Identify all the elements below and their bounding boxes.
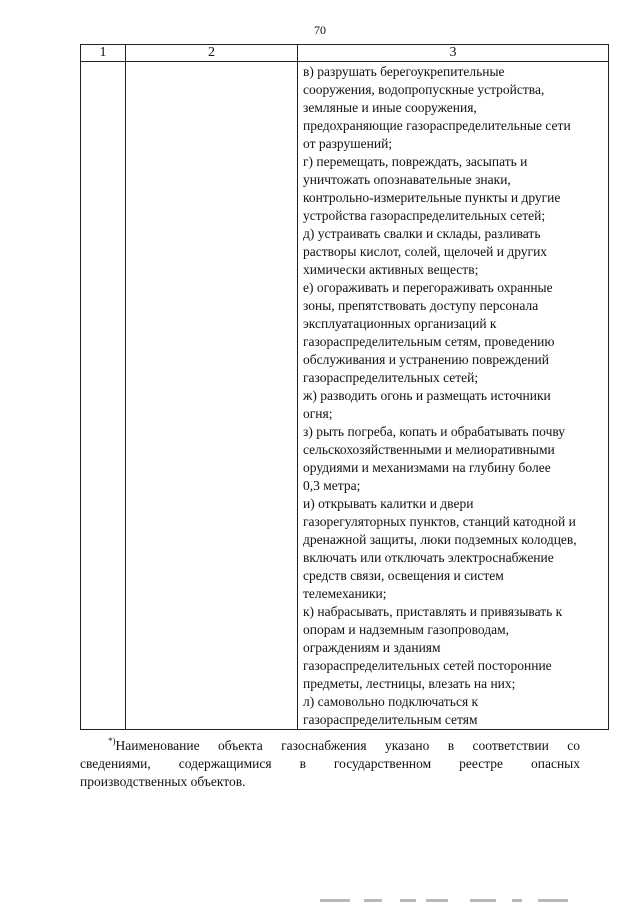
list-line: химически активных веществ;	[303, 262, 479, 277]
list-line: з) рыть погреба, копать и обрабатывать почву	[303, 424, 566, 439]
scan-edge-marks	[300, 899, 600, 903]
table-header-row	[81, 45, 609, 62]
footnote-line: производственных объектов.	[80, 774, 246, 789]
list-line: ограждениям и зданиям	[303, 640, 441, 655]
table-cell-col2	[126, 62, 298, 730]
footnote-text: Наименование объекта газоснабжения указано в соответствии со	[115, 738, 580, 753]
list-line: л) самовольно подключаться к	[303, 694, 479, 709]
footnote-line	[80, 737, 580, 755]
list-line: д) устраивать свалки и склады, разливать	[303, 226, 541, 241]
table-cell-col3	[298, 62, 609, 730]
list-line: и) открывать калитки и двери	[303, 496, 474, 511]
list-line: к) набрасывать, приставлять и привязывать к	[303, 604, 563, 619]
list-line: г) перемещать, повреждать, засыпать и	[303, 154, 528, 169]
column-header-3: 3	[298, 45, 609, 62]
list-line: газораспределительным сетям	[303, 712, 478, 727]
list-line: огня;	[303, 406, 333, 421]
list-line: газораспределительных сетей;	[303, 370, 479, 385]
footnote-marker: *)	[108, 736, 116, 746]
page-number: 70	[314, 23, 326, 37]
list-line: предохраняющие газораспределительные сети	[303, 118, 571, 133]
footnote-line: сведениями, содержащимися в государственном реестре опасных	[80, 756, 580, 771]
list-line: опорам и надземным газопроводам,	[303, 622, 509, 637]
list-line: средств связи, освещения и систем	[303, 568, 504, 583]
list-line: обслуживания и устранению повреждений	[303, 352, 549, 367]
list-line: земляные и иные сооружения,	[303, 100, 477, 115]
list-line: контрольно-измерительные пункты и другие	[303, 190, 561, 205]
list-line: эксплуатационных организаций к	[303, 316, 497, 331]
list-line: газораспределительных сетей посторонние	[303, 658, 552, 673]
list-line: устройства газораспределительных сетей;	[303, 208, 546, 223]
list-line: в) разрушать берегоукрепительные	[303, 64, 505, 79]
list-line: предметы, лестницы, влезать на них;	[303, 676, 516, 691]
list-line: орудиями и механизмами на глубину более	[303, 460, 551, 475]
list-line: 0,3 метра;	[303, 478, 361, 493]
footnote	[80, 737, 580, 791]
list-line: ж) разводить огонь и размещать источники	[303, 388, 551, 403]
list-line: зоны, препятствовать доступу персонала	[303, 298, 539, 313]
column-header-2: 2	[126, 45, 298, 62]
list-line: включать или отключать электроснабжение	[303, 550, 554, 565]
list-line: растворы кислот, солей, щелочей и других	[303, 244, 548, 259]
list-line: уничтожать опознавательные знаки,	[303, 172, 511, 187]
list-line: сельскохозяйственными и мелиоративными	[303, 442, 555, 457]
requirements-table	[80, 44, 609, 730]
table-cell-col1	[81, 62, 126, 730]
list-line: от разрушений;	[303, 136, 393, 151]
prohibited-actions-list	[298, 62, 608, 729]
list-line: телемеханики;	[303, 586, 387, 601]
list-line: сооружения, водопропускные устройства,	[303, 82, 545, 97]
table-row	[81, 62, 609, 730]
list-line: газораспределительным сетям, проведению	[303, 334, 555, 349]
column-header-1: 1	[81, 45, 126, 62]
list-line: е) огораживать и перегораживать охранные	[303, 280, 553, 295]
list-line: газорегуляторных пунктов, станций катодной и	[303, 514, 576, 529]
list-line: дренажной защиты, люки подземных колодцев,	[303, 532, 577, 547]
